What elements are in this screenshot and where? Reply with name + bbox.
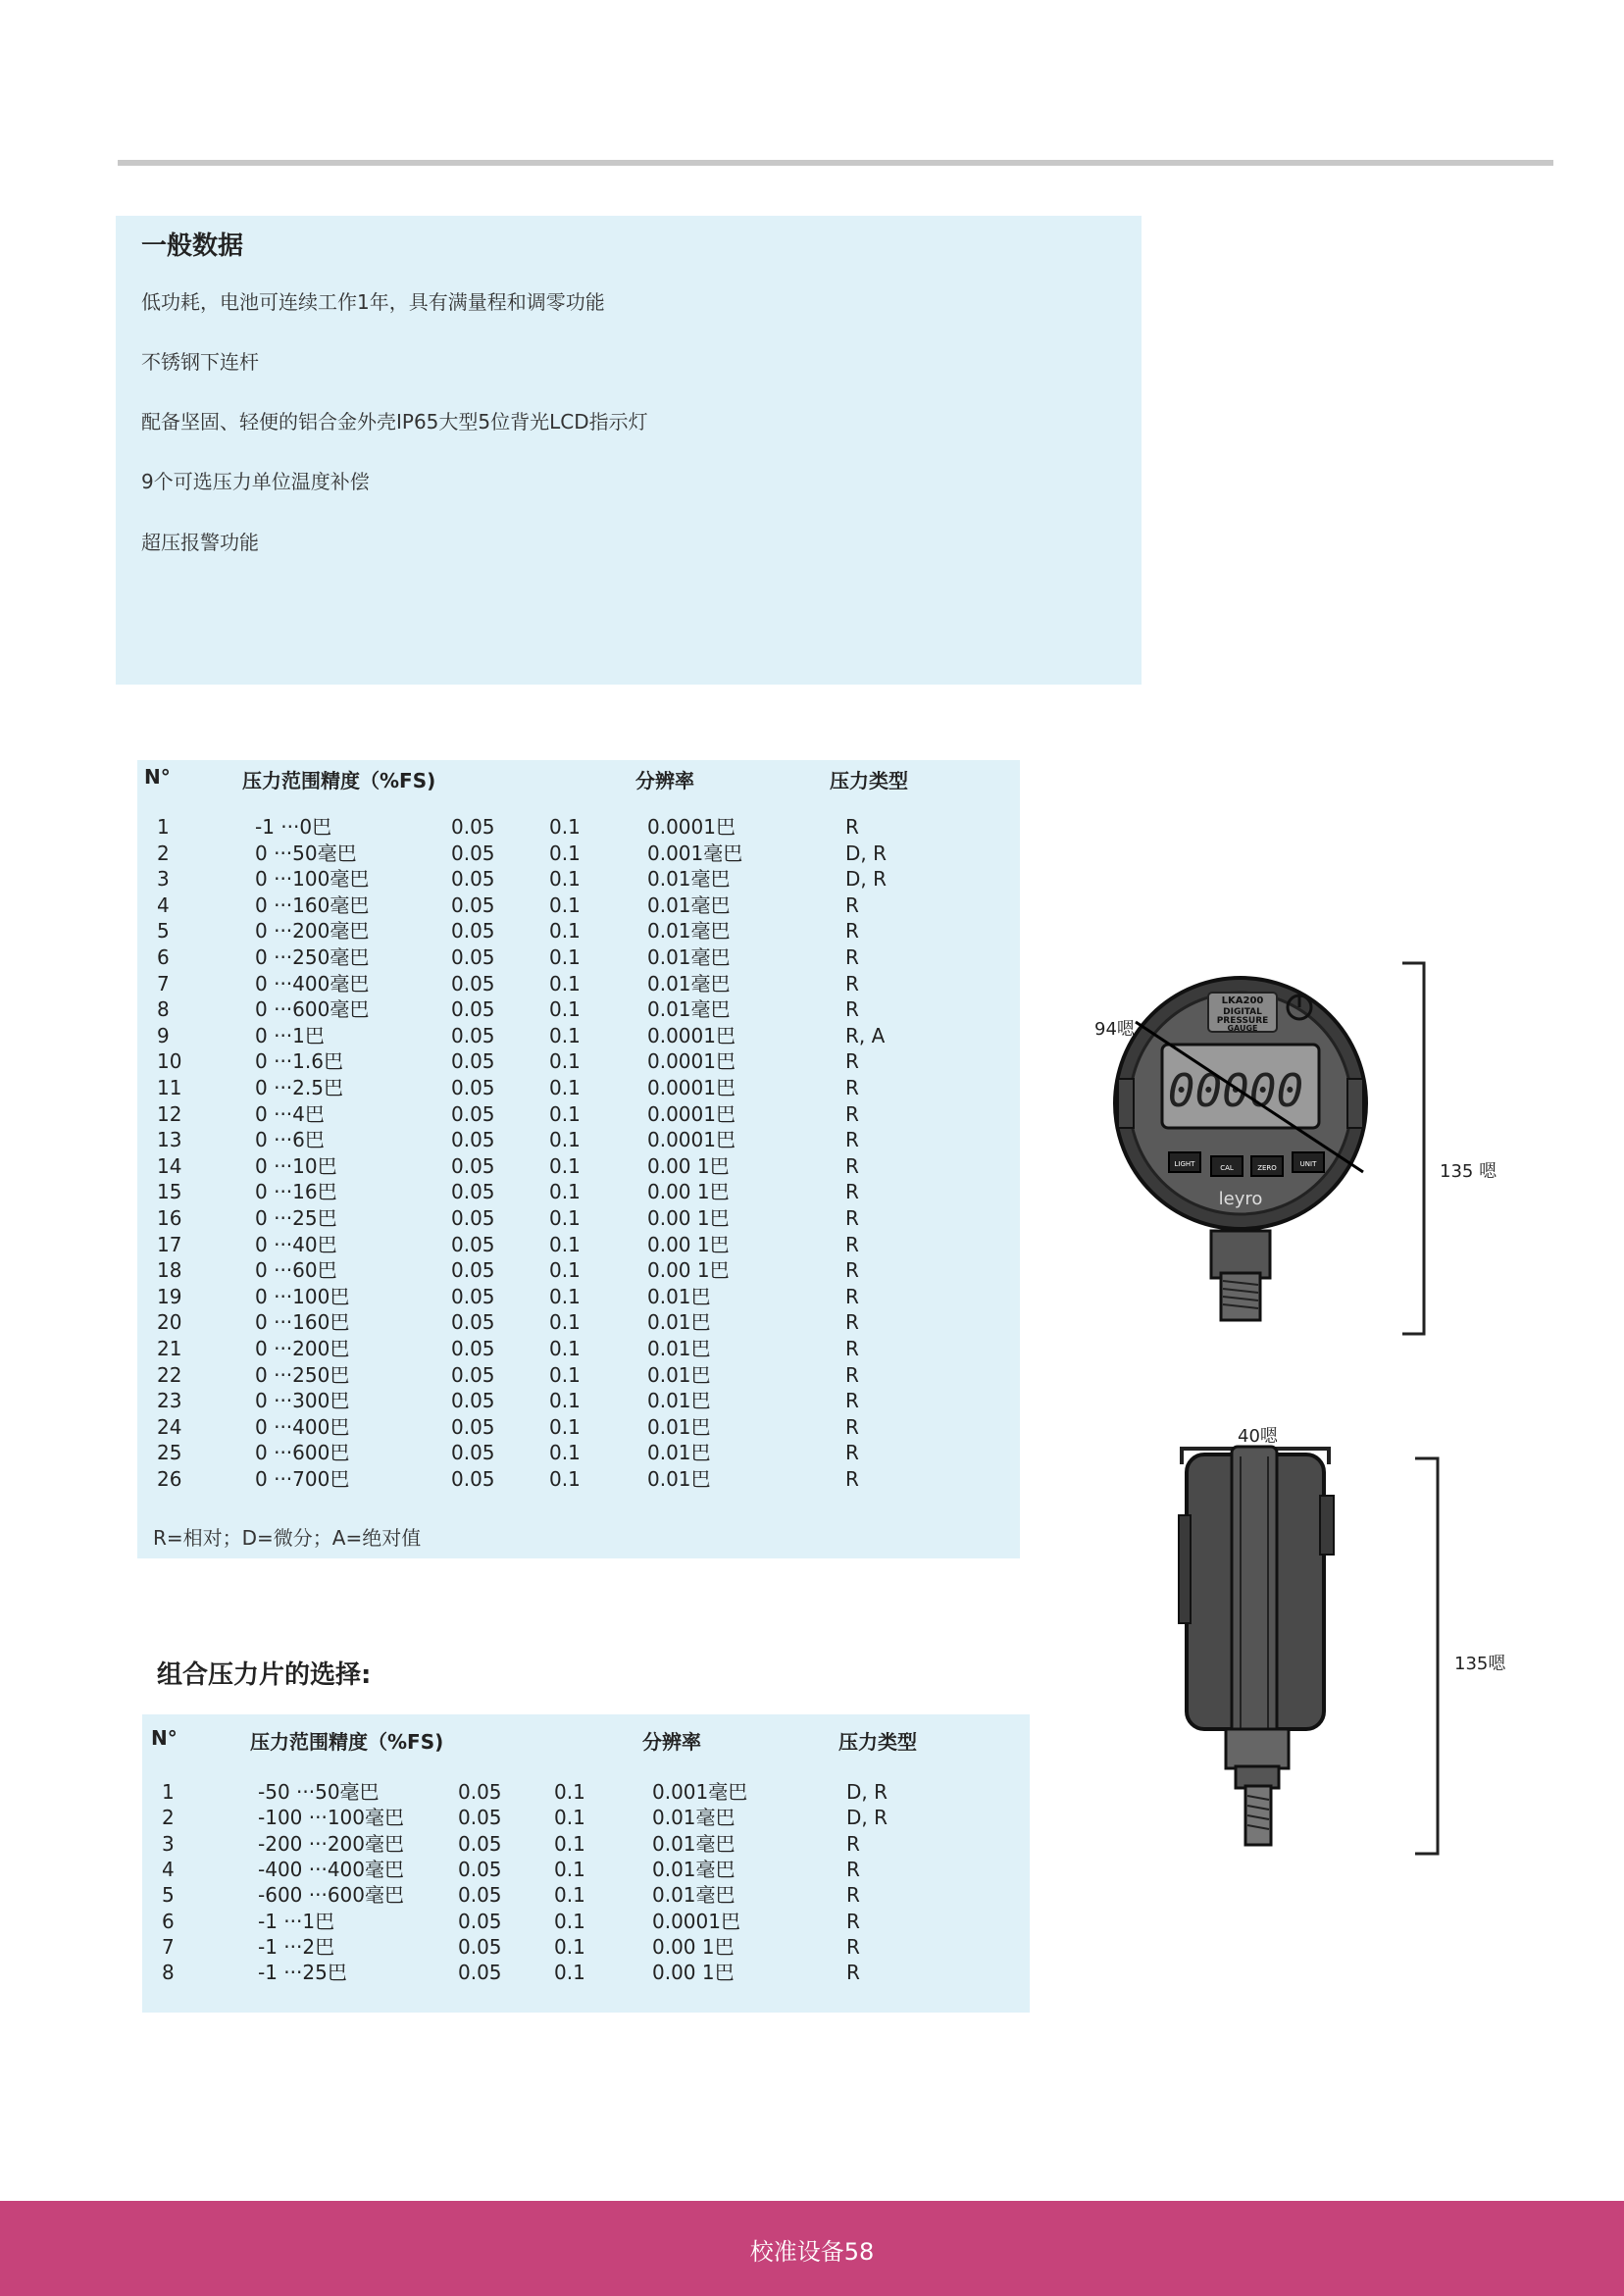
- resolution: 0.00 1巴: [647, 1206, 730, 1230]
- accuracy-high: 0.1: [549, 1101, 581, 1126]
- row-number: 4: [162, 1857, 175, 1881]
- accuracy-high: 0.1: [549, 1414, 581, 1439]
- row-number: 2: [157, 841, 170, 865]
- resolution: 0.0001巴: [647, 815, 736, 839]
- row-number: 25: [157, 1441, 182, 1465]
- pressure-range: -1 ···0巴: [255, 815, 332, 839]
- resolution: 0.01巴: [647, 1467, 711, 1491]
- accuracy-high: 0.1: [549, 945, 581, 969]
- accuracy-high: 0.1: [549, 1049, 581, 1074]
- accuracy-high: 0.1: [549, 1337, 581, 1360]
- accuracy-low: 0.05: [451, 1414, 495, 1439]
- accuracy-high: 0.1: [549, 1153, 581, 1178]
- pressure-range: 0 ···160巴: [255, 1310, 350, 1335]
- pressure-range: 0 ···10巴: [255, 1153, 337, 1178]
- col-header-range-accuracy: 压力范围精度（%FS): [250, 1730, 444, 1754]
- row-number: 5: [157, 919, 170, 944]
- pressure-range: 0 ···250毫巴: [255, 945, 370, 969]
- row-number: 18: [157, 1258, 182, 1283]
- pressure-type: R: [845, 1101, 859, 1126]
- top-divider: [118, 160, 1553, 166]
- resolution: 0.01巴: [647, 1310, 711, 1335]
- row-number: 19: [157, 1284, 182, 1308]
- row-number: 5: [162, 1883, 175, 1908]
- unit-button-label: UNIT: [1299, 1160, 1317, 1168]
- resolution: 0.0001巴: [647, 1128, 736, 1152]
- row-number: 16: [157, 1206, 182, 1230]
- resolution: 0.01巴: [647, 1414, 711, 1439]
- pressure-range: 0 ···60巴: [255, 1258, 337, 1283]
- pressure-type: R: [846, 1909, 860, 1933]
- accuracy-low: 0.05: [451, 1023, 495, 1047]
- col-header-range-accuracy: 压力范围精度（%FS): [242, 769, 436, 792]
- pressure-range: 0 ···160毫巴: [255, 893, 370, 917]
- pressure-type: R: [846, 1831, 860, 1856]
- accuracy-high: 0.1: [549, 1128, 581, 1152]
- pressure-range: -1 ···25巴: [258, 1961, 347, 1985]
- accuracy-low: 0.05: [458, 1883, 502, 1908]
- accuracy-high: 0.1: [554, 1961, 585, 1985]
- footer-page-label: 校准设备58: [749, 2238, 875, 2266]
- pressure-type: R: [845, 1337, 859, 1360]
- row-number: 7: [157, 971, 170, 995]
- accuracy-high: 0.1: [549, 1389, 581, 1413]
- resolution: 0.01毫巴: [647, 945, 731, 969]
- pressure-range: 0 ···200毫巴: [255, 919, 370, 944]
- pressure-range: 0 ···50毫巴: [255, 841, 357, 865]
- accuracy-high: 0.1: [549, 841, 581, 865]
- resolution: 0.001毫巴: [652, 1780, 748, 1804]
- pressure-type: R: [845, 1467, 859, 1491]
- row-number: 22: [157, 1362, 182, 1387]
- general-data-title: 一般数据: [141, 231, 244, 261]
- zero-button-label: ZERO: [1257, 1164, 1277, 1172]
- pressure-range: 0 ···25巴: [255, 1206, 337, 1230]
- row-number: 21: [157, 1337, 182, 1360]
- pressure-type: R, A: [845, 1023, 886, 1047]
- row-number: 9: [157, 1023, 170, 1047]
- resolution: 0.01毫巴: [652, 1857, 736, 1881]
- pressure-type: R: [845, 1441, 859, 1465]
- accuracy-low: 0.05: [451, 1362, 495, 1387]
- accuracy-low: 0.05: [458, 1961, 502, 1985]
- resolution: 0.01巴: [647, 1441, 711, 1465]
- pressure-range: 0 ···400巴: [255, 1414, 350, 1439]
- page-footer: [0, 2201, 1624, 2296]
- accuracy-high: 0.1: [554, 1806, 585, 1830]
- resolution: 0.01毫巴: [647, 971, 731, 995]
- col-header-no: N°: [144, 765, 171, 789]
- accuracy-high: 0.1: [549, 1258, 581, 1283]
- resolution: 0.01毫巴: [652, 1806, 736, 1830]
- accuracy-low: 0.05: [451, 1441, 495, 1465]
- pressure-range: 0 ···600巴: [255, 1441, 350, 1465]
- pressure-range: -400 ···400毫巴: [258, 1857, 404, 1881]
- row-number: 6: [157, 945, 170, 969]
- accuracy-low: 0.05: [458, 1780, 502, 1804]
- accuracy-high: 0.1: [549, 919, 581, 944]
- row-number: 24: [157, 1414, 182, 1439]
- accuracy-high: 0.1: [549, 1362, 581, 1387]
- accuracy-high: 0.1: [549, 1076, 581, 1099]
- resolution: 0.00 1巴: [652, 1934, 735, 1959]
- feature-item: 不锈钢下连杆: [141, 350, 259, 374]
- front-height-dimension: 135 嗯: [1440, 1161, 1497, 1182]
- combination-range-table: [142, 1714, 1030, 2013]
- accuracy-low: 0.05: [451, 1310, 495, 1335]
- accuracy-high: 0.1: [554, 1909, 585, 1933]
- accuracy-high: 0.1: [549, 1232, 581, 1256]
- pressure-type: R: [845, 1180, 859, 1204]
- feature-item: 超压报警功能: [141, 531, 259, 554]
- accuracy-low: 0.05: [451, 893, 495, 917]
- resolution: 0.01巴: [647, 1362, 711, 1387]
- side-height-dimension: 135嗯: [1454, 1654, 1506, 1674]
- pressure-range: 0 ···400毫巴: [255, 971, 370, 995]
- accuracy-high: 0.1: [549, 1023, 581, 1047]
- gauge-model-text: LKA200: [1221, 995, 1264, 1006]
- pressure-type: R: [845, 1258, 859, 1283]
- accuracy-low: 0.05: [458, 1934, 502, 1959]
- row-number: 1: [162, 1780, 175, 1804]
- row-number: 15: [157, 1180, 182, 1204]
- pressure-range: 0 ···40巴: [255, 1232, 337, 1256]
- pressure-range: -50 ···50毫巴: [258, 1780, 380, 1804]
- accuracy-high: 0.1: [549, 1441, 581, 1465]
- accuracy-high: 0.1: [549, 867, 581, 892]
- accuracy-high: 0.1: [554, 1934, 585, 1959]
- accuracy-low: 0.05: [451, 945, 495, 969]
- row-number: 13: [157, 1128, 182, 1152]
- col-header-resolution: 分辨率: [635, 769, 694, 792]
- accuracy-low: 0.05: [451, 1232, 495, 1256]
- accuracy-high: 0.1: [554, 1857, 585, 1881]
- row-number: 17: [157, 1232, 182, 1256]
- resolution: 0.0001巴: [647, 1101, 736, 1126]
- cal-button-label: CAL: [1220, 1164, 1234, 1172]
- row-number: 8: [162, 1961, 175, 1985]
- table-legend: R=相对；D=微分；A=绝对值: [153, 1526, 422, 1550]
- pressure-type: R: [846, 1934, 860, 1959]
- gauge-label-line: PRESSURE: [1216, 1016, 1269, 1026]
- pressure-type: R: [846, 1857, 860, 1881]
- pressure-type: R: [845, 1206, 859, 1230]
- pressure-range: 0 ···2.5巴: [255, 1076, 343, 1099]
- col-header-pressure-type: 压力类型: [830, 769, 908, 792]
- pressure-range: 0 ···100毫巴: [255, 867, 370, 892]
- pressure-type: R: [846, 1961, 860, 1985]
- pressure-range: -100 ···100毫巴: [258, 1806, 404, 1830]
- accuracy-low: 0.05: [458, 1831, 502, 1856]
- resolution: 0.00 1巴: [647, 1153, 730, 1178]
- accuracy-low: 0.05: [451, 1153, 495, 1178]
- resolution: 0.01毫巴: [652, 1883, 736, 1908]
- side-height-bracket: [1415, 1458, 1438, 1854]
- accuracy-low: 0.05: [451, 1101, 495, 1126]
- resolution: 0.01巴: [647, 1337, 711, 1360]
- resolution: 0.00 1巴: [647, 1258, 730, 1283]
- combination-table-title: 组合压力片的选择:: [157, 1660, 372, 1690]
- accuracy-low: 0.05: [451, 1180, 495, 1204]
- pressure-type: D, R: [845, 841, 888, 865]
- height-bracket: [1402, 963, 1424, 1334]
- accuracy-low: 0.05: [451, 1389, 495, 1413]
- accuracy-high: 0.1: [554, 1883, 585, 1908]
- accuracy-low: 0.05: [451, 1258, 495, 1283]
- feature-item: 9个可选压力单位温度补偿: [141, 470, 370, 493]
- row-number: 20: [157, 1310, 182, 1335]
- light-button-label: LIGHT: [1174, 1160, 1195, 1168]
- brand-logo: leyro: [1218, 1189, 1263, 1209]
- pressure-range: 0 ···4巴: [255, 1101, 325, 1126]
- pressure-range: 0 ···6巴: [255, 1128, 325, 1152]
- accuracy-high: 0.1: [549, 997, 581, 1022]
- pressure-range: 0 ···1巴: [255, 1023, 325, 1047]
- resolution: 0.0001巴: [647, 1076, 736, 1099]
- row-number: 12: [157, 1101, 182, 1126]
- pressure-range: -200 ···200毫巴: [258, 1831, 404, 1856]
- col-header-pressure-type: 压力类型: [838, 1730, 917, 1754]
- row-number: 14: [157, 1153, 182, 1178]
- lcd-reading: 00000: [1167, 1064, 1304, 1117]
- resolution: 0.0001巴: [652, 1909, 740, 1933]
- accuracy-low: 0.05: [458, 1806, 502, 1830]
- accuracy-low: 0.05: [451, 1206, 495, 1230]
- pressure-range: 0 ···200巴: [255, 1337, 350, 1360]
- row-number: 7: [162, 1934, 175, 1959]
- gauge-side-illustration: [1167, 1437, 1461, 1863]
- row-number: 6: [162, 1909, 175, 1933]
- pressure-type: D, R: [845, 867, 888, 892]
- accuracy-high: 0.1: [549, 1206, 581, 1230]
- pressure-type: R: [845, 815, 859, 839]
- accuracy-low: 0.05: [451, 1076, 495, 1099]
- resolution: 0.01毫巴: [647, 997, 731, 1022]
- pressure-type: R: [845, 997, 859, 1022]
- pressure-range: -600 ···600毫巴: [258, 1883, 404, 1908]
- general-data-box: [116, 216, 1142, 685]
- feature-item: 低功耗，电池可连续工作1年，具有满量程和调零功能: [141, 290, 605, 314]
- pressure-type: R: [845, 1153, 859, 1178]
- width-dimension: 40嗯: [1238, 1426, 1278, 1447]
- accuracy-high: 0.1: [549, 1467, 581, 1491]
- row-number: 1: [157, 815, 170, 839]
- accuracy-low: 0.05: [458, 1909, 502, 1933]
- pressure-type: D, R: [846, 1806, 888, 1830]
- gauge-label-line: GAUGE: [1227, 1024, 1258, 1033]
- col-header-no: N°: [151, 1726, 178, 1750]
- pressure-type: R: [845, 1284, 859, 1308]
- pressure-range: -1 ···1巴: [258, 1909, 335, 1933]
- row-number: 10: [157, 1049, 182, 1074]
- pressure-range: 0 ···1.6巴: [255, 1049, 343, 1074]
- pressure-type: R: [845, 893, 859, 917]
- row-number: 4: [157, 893, 170, 917]
- pressure-range: 0 ···250巴: [255, 1362, 350, 1387]
- accuracy-low: 0.05: [451, 815, 495, 839]
- accuracy-high: 0.1: [549, 815, 581, 839]
- accuracy-low: 0.05: [451, 1467, 495, 1491]
- resolution: 0.00 1巴: [652, 1961, 735, 1985]
- pressure-type: R: [845, 919, 859, 944]
- pressure-range-table: [137, 760, 1020, 1558]
- resolution: 0.0001巴: [647, 1049, 736, 1074]
- resolution: 0.01巴: [647, 1284, 711, 1308]
- pressure-type: R: [845, 1049, 859, 1074]
- pressure-range: 0 ···300巴: [255, 1389, 350, 1413]
- pressure-type: R: [845, 1389, 859, 1413]
- pressure-type: R: [845, 1128, 859, 1152]
- diameter-dimension: 94嗯: [1094, 1019, 1135, 1040]
- resolution: 0.00 1巴: [647, 1232, 730, 1256]
- pressure-type: R: [845, 971, 859, 995]
- accuracy-low: 0.05: [451, 1049, 495, 1074]
- accuracy-low: 0.05: [451, 1128, 495, 1152]
- resolution: 0.01巴: [647, 1389, 711, 1413]
- row-number: 2: [162, 1806, 175, 1830]
- accuracy-low: 0.05: [451, 841, 495, 865]
- accuracy-high: 0.1: [549, 971, 581, 995]
- accuracy-low: 0.05: [458, 1857, 502, 1881]
- pressure-type: R: [845, 945, 859, 969]
- accuracy-high: 0.1: [549, 1180, 581, 1204]
- col-header-resolution: 分辨率: [642, 1730, 701, 1754]
- accuracy-high: 0.1: [554, 1780, 585, 1804]
- row-number: 3: [157, 867, 170, 892]
- row-number: 23: [157, 1389, 182, 1413]
- row-number: 8: [157, 997, 170, 1022]
- resolution: 0.01毫巴: [652, 1831, 736, 1856]
- row-number: 26: [157, 1467, 182, 1491]
- pressure-type: R: [845, 1362, 859, 1387]
- resolution: 0.01毫巴: [647, 867, 731, 892]
- accuracy-low: 0.05: [451, 1337, 495, 1360]
- accuracy-high: 0.1: [549, 893, 581, 917]
- accuracy-high: 0.1: [549, 1310, 581, 1335]
- resolution: 0.001毫巴: [647, 841, 743, 865]
- pressure-range: 0 ···700巴: [255, 1467, 350, 1491]
- feature-item: 配备坚固、轻便的铝合金外壳IP65大型5位背光LCD指示灯: [141, 410, 648, 434]
- pressure-range: 0 ···600毫巴: [255, 997, 370, 1022]
- resolution: 0.00 1巴: [647, 1180, 730, 1204]
- pressure-range: 0 ···16巴: [255, 1180, 337, 1204]
- resolution: 0.01毫巴: [647, 919, 731, 944]
- resolution: 0.0001巴: [647, 1023, 736, 1047]
- resolution: 0.01毫巴: [647, 893, 731, 917]
- accuracy-low: 0.05: [451, 867, 495, 892]
- pressure-range: 0 ···100巴: [255, 1284, 350, 1308]
- gauge-label-line: DIGITAL: [1223, 1007, 1262, 1017]
- accuracy-low: 0.05: [451, 1284, 495, 1308]
- accuracy-low: 0.05: [451, 997, 495, 1022]
- row-number: 3: [162, 1831, 175, 1856]
- pressure-type: R: [845, 1310, 859, 1335]
- pressure-type: R: [845, 1076, 859, 1099]
- pressure-range: -1 ···2巴: [258, 1934, 335, 1959]
- pressure-type: R: [846, 1883, 860, 1908]
- pressure-type: R: [845, 1232, 859, 1256]
- accuracy-high: 0.1: [549, 1284, 581, 1308]
- pressure-type: R: [845, 1414, 859, 1439]
- row-number: 11: [157, 1076, 182, 1099]
- accuracy-high: 0.1: [554, 1831, 585, 1856]
- accuracy-low: 0.05: [451, 971, 495, 995]
- accuracy-low: 0.05: [451, 919, 495, 944]
- pressure-type: D, R: [846, 1780, 888, 1804]
